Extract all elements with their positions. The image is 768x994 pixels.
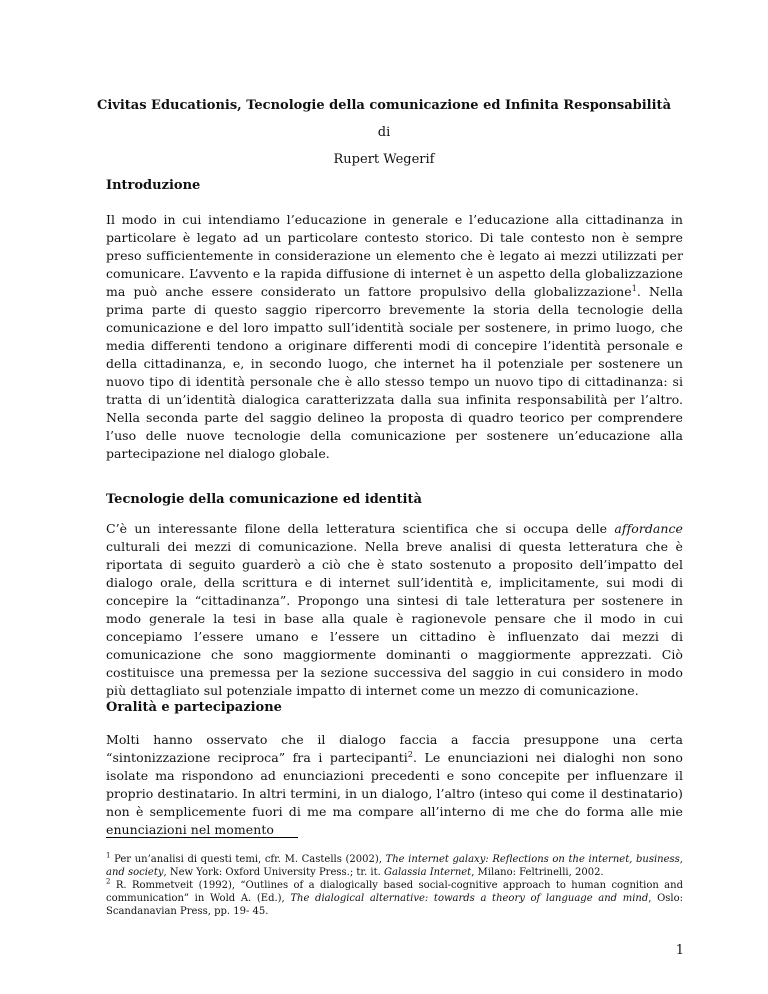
footnote-1: $^1$ Per un’analisi di questi temi, cfr. M. Castells (2002), The internet galaxy: Reflections on the internet, business, and society, New York: Oxford University Press.; tr. it. Galassia Internet, Milano: Feltrinelli, 2002. [106,851,683,878]
page-number: 1 [675,943,684,958]
paper-title: Civitas Educationis, Tecnologie della comunicazione ed Infinita Responsabilità [97,98,671,113]
footnote-ref-2[interactable]: 2 [407,749,413,759]
by-word: di [377,125,391,140]
paragraph-introduzione: Il modo in cui intendiamo l’educazione in generale e l’educazione alla cittadinanza in particolare è legato ad un particolare contesto storico. Di tale contesto non è sempre preso sufficientemente in considerazione un elemento che è legato ai mezzi utilizzati per comunicare. L’avvento e la rapida diffusione di internet è un aspetto della globalizzazione ma può anche essere considerato un fattore propulsivo della globalizzazione$^1$. Nella prima parte di questo saggio ripercorro brevemente la storia della tecnologie della comunicazione e del loro impatto sull’identità sociale per sostenere, in primo luogo, che media differenti tendono a originare differenti modi di concepire l’identità personale e della cittadinanza, e, in secondo luogo, che internet ha il potenziale per sostenere un nuovo tipo di identità personale che è allo stesso tempo un nuovo tipo di cittadinanza: si tratta di un’identità dialogica caratterizzata dalla sua infinita responsabilità per l’altro. Nella seconda parte del saggio delineo la proposta di quadro teorico per comprendere l’uso delle nuove tecnologie della comunicazione per sostenere un’educazione alla partecipazione nel dialogo globale. [106,212,683,461]
author-name: Rupert Wegerif [333,152,435,167]
footnote-2: $^2$ R. Rommetveit (1992), “Outlines of a dialogically based social-cognitive approach to human cognition and communication” in Wold A. (Ed.), The dialogical alternative: towards a theory of language and mind, Oslo: Scandanavian Press, pp. 19- 45. [106,877,683,917]
paragraph-oralita: Molti hanno osservato che il dialogo faccia a faccia presuppone una certa “sintonizzazione reciproca” fra i partecipanti$^2$. Le enunciazioni nei dialoghi non sono isolate ma rispondono ad enunciazioni precedenti e sono concepite per influenzare il proprio destinatario. In altri termini, in un dialogo, l’altro (inteso qui come il destinatario) non è semplicemente fuori di me ma compare all’interno di me che do forma alle mie enunciazioni nel momento [106,732,684,837]
section-heading-tecnologie: Tecnologie della comunicazione ed identità [106,492,422,507]
section-heading-oralita: Oralità e partecipazione [106,700,282,715]
paragraph-tecnologie: C’è un interessante filone della letteratura scientifica che si occupa delle affordance culturali dei mezzi di comunicazione. Nella breve analisi di questa letteratura che è riportata di seguito guarderò a ciò che è stato sostenuto a proposito dell’impatto del dialogo orale, della scrittura e di internet sull’identità e, implicitamente, sui modi di concepire la “cittadinanza”. Propongo una sintesi di tale letteratura per sostenere in modo generale la tesi in base alla quale è ragionevole pensare che il modo in cui concepiamo l’essere umano e l’essere un cittadino è influenzato dai mezzi di comunicazione che sono maggiormente dominanti o maggiormente apprezzati. Ciò costituisce una premessa per la sezione successiva del saggio in cui considero in modo più dettagliato sul potenziale impatto di internet come un mezzo di comunicazione. [106,521,683,698]
footnote-ref-1[interactable]: 1 [631,283,637,293]
footnotes [106,853,683,918]
section-heading-introduzione: Introduzione [106,178,201,193]
footnote-separator [106,837,298,838]
